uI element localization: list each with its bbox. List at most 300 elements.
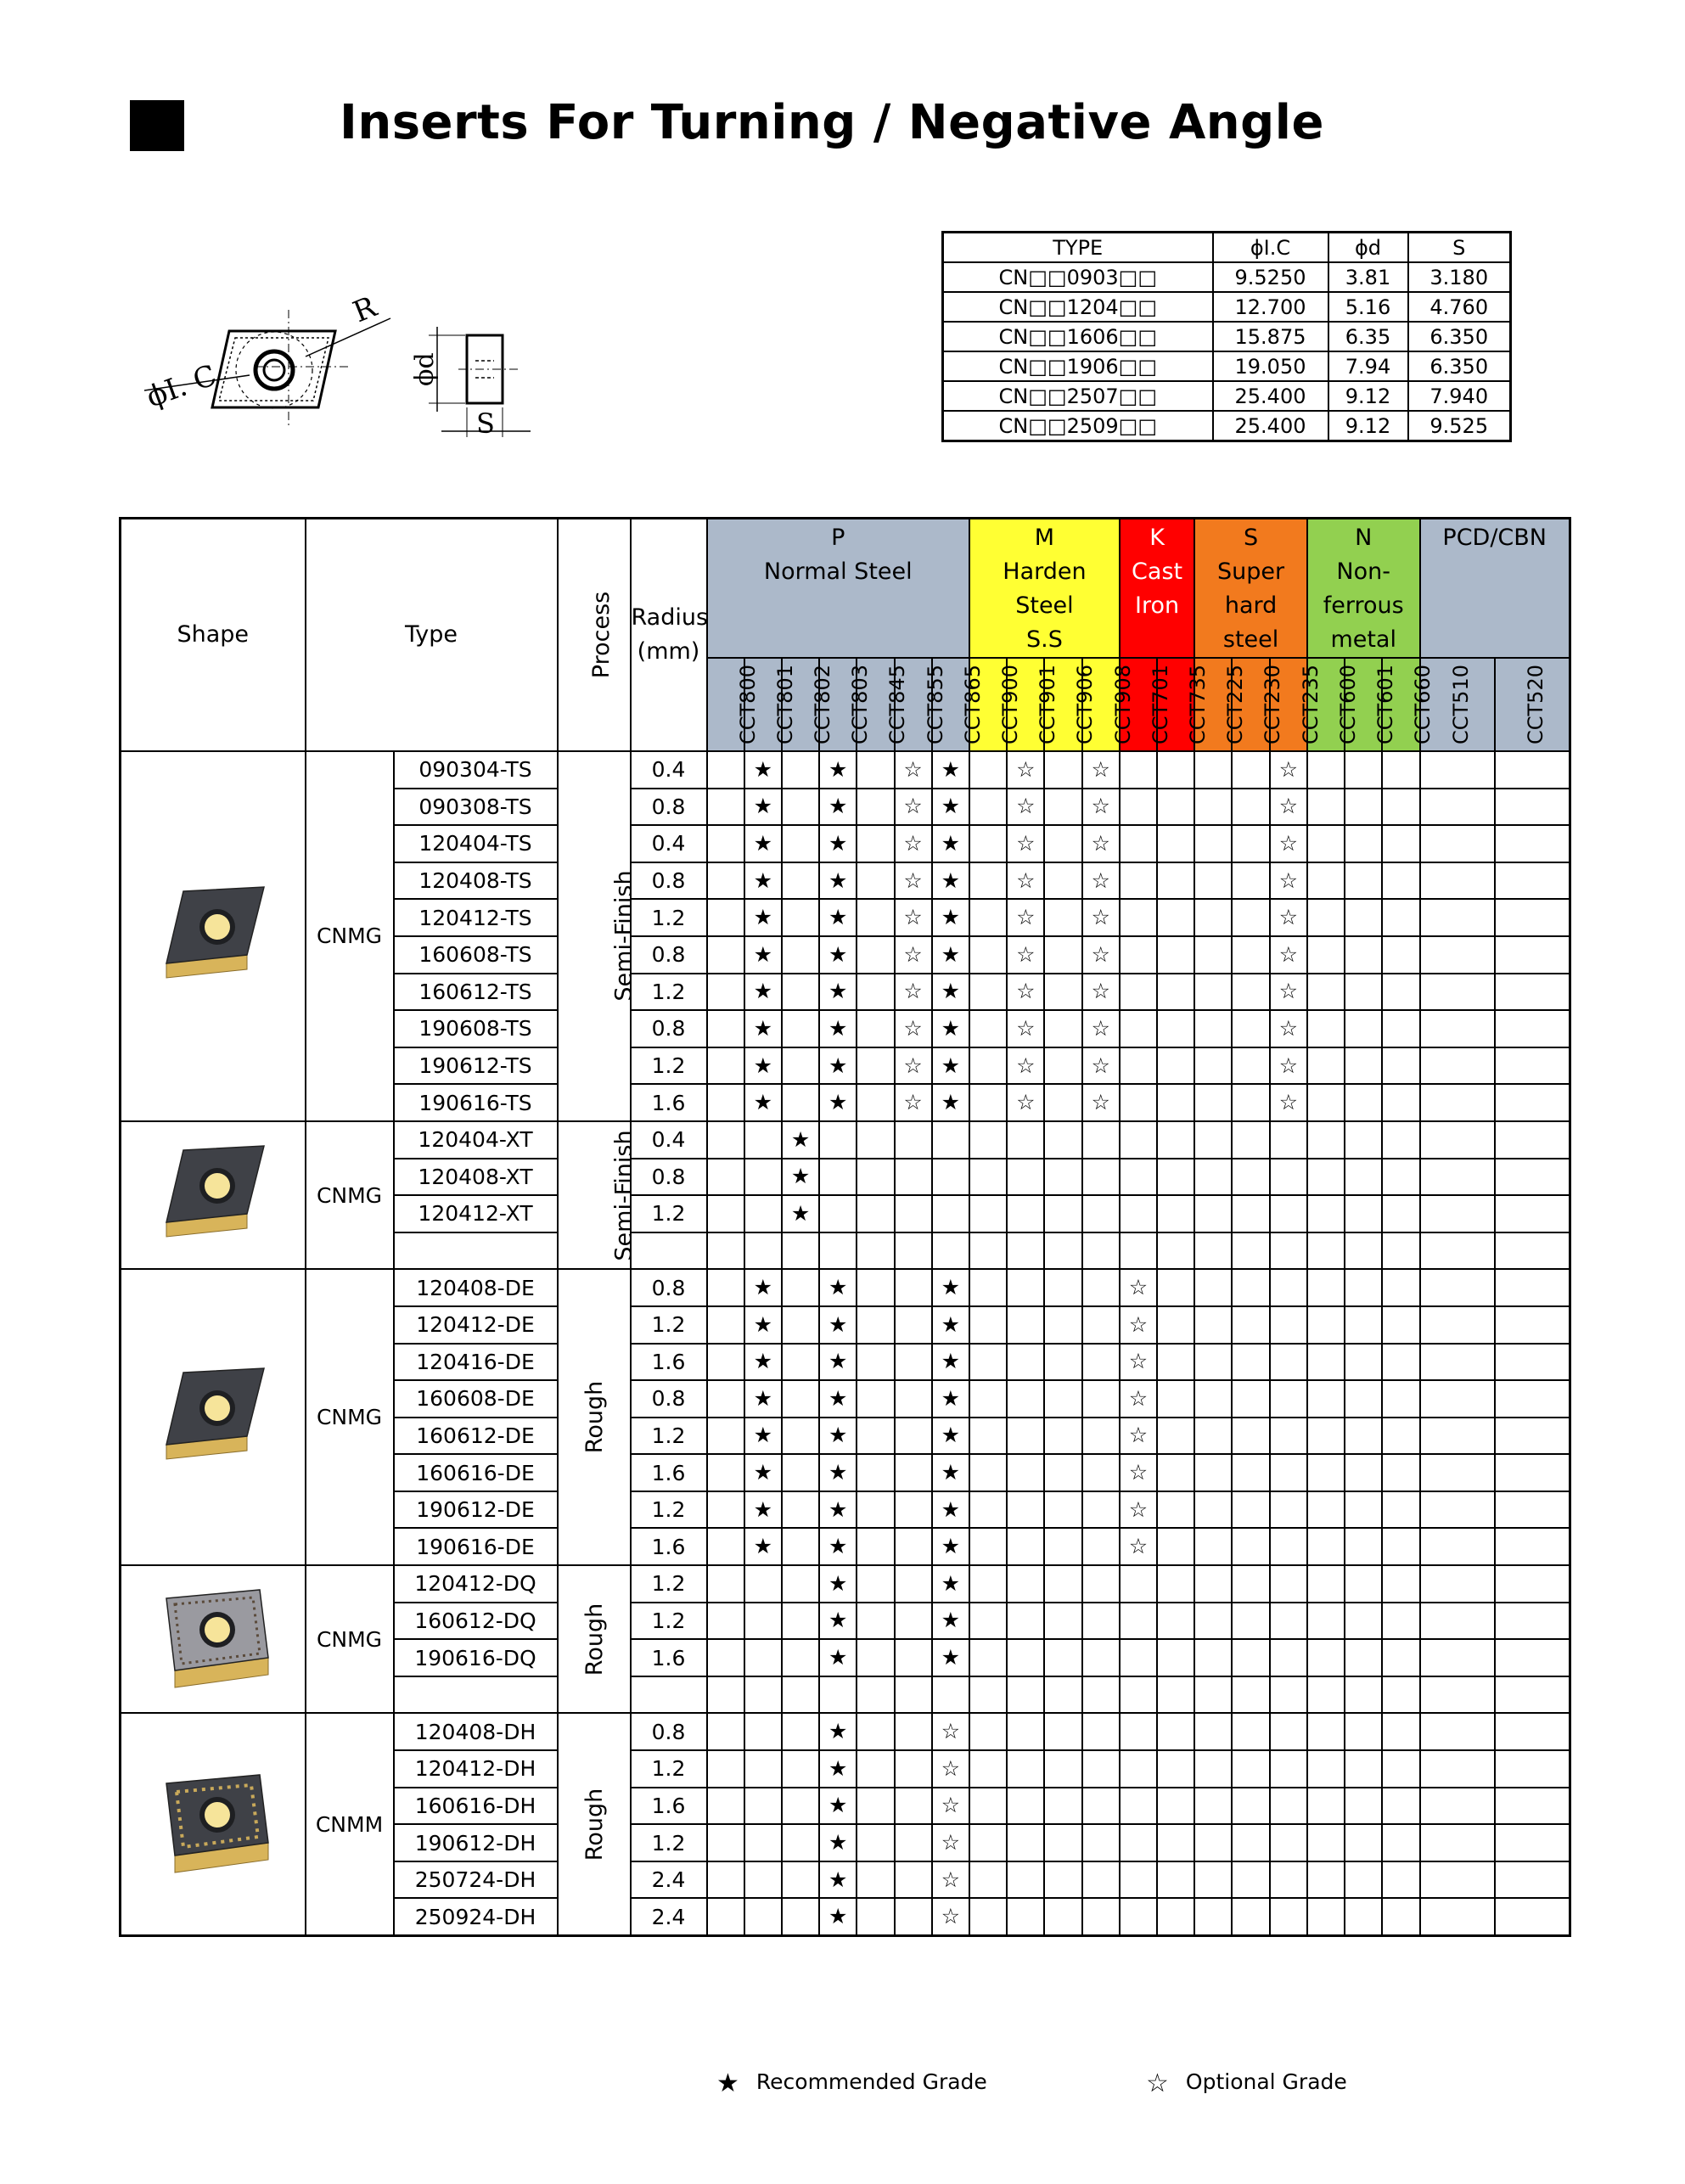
grade-cell — [782, 1047, 819, 1085]
grade-cell — [1194, 789, 1232, 826]
grade-cell — [707, 1824, 744, 1861]
grade-cell — [1270, 1380, 1307, 1418]
dimensions-table — [941, 231, 1512, 442]
grade-cell — [1120, 1195, 1157, 1232]
grade-cell — [1382, 1788, 1419, 1825]
grade-cell — [1345, 1491, 1382, 1529]
grade-cell — [895, 1528, 932, 1565]
grade-cell — [1120, 1010, 1157, 1047]
grade-cell — [1307, 1603, 1345, 1640]
grade-cell — [1307, 1898, 1345, 1935]
grade-cell — [1307, 1750, 1345, 1788]
radius-cell: 0.8 — [631, 936, 707, 974]
radius-cell — [631, 1676, 707, 1714]
radius-cell: 1.2 — [631, 1195, 707, 1232]
radius-cell: 2.4 — [631, 1898, 707, 1935]
legend-recommended-label: Recommended Grade — [755, 2069, 987, 2094]
grade-cell — [1345, 862, 1382, 900]
grade-cell — [782, 974, 819, 1011]
grade-cell — [1044, 1861, 1081, 1899]
grade-cell — [1194, 1676, 1232, 1714]
grade-cell — [969, 1676, 1007, 1714]
recommended-star-icon: ★ — [744, 862, 782, 900]
grade-cell — [1082, 1454, 1120, 1491]
radius-cell: 1.6 — [631, 1344, 707, 1381]
grade-cell — [1044, 1159, 1081, 1196]
type-code: 160612-DQ — [394, 1603, 558, 1640]
grade-cell — [1120, 1084, 1157, 1121]
grade-cell — [1270, 1861, 1307, 1899]
type-code: 090308-TS — [394, 789, 558, 826]
grade-cell — [1120, 974, 1157, 1011]
type-code: 090304-TS — [394, 751, 558, 789]
grade-cell — [1382, 974, 1419, 1011]
grade-cell — [857, 862, 894, 900]
grade-cell — [1044, 936, 1081, 974]
optional-star-icon: ☆ — [895, 789, 932, 826]
grade-cell — [1345, 1565, 1382, 1603]
grade-cell — [1270, 1676, 1307, 1714]
radius-cell: 0.8 — [631, 1269, 707, 1306]
grade-cell — [1270, 1750, 1307, 1788]
optional-star-icon: ☆ — [1270, 974, 1307, 1011]
grade-cell — [744, 1195, 782, 1232]
shape-cell — [121, 1713, 306, 1935]
grade-cell — [1157, 1418, 1194, 1455]
optional-star-icon: ☆ — [895, 1084, 932, 1121]
grade-cell — [1495, 1121, 1570, 1159]
type-code: 120408-XT — [394, 1159, 558, 1196]
grade-cell — [707, 1269, 744, 1306]
recommended-star-icon: ★ — [819, 1418, 857, 1455]
grade-cell — [1232, 974, 1269, 1011]
grade-cell — [1382, 899, 1419, 936]
grade-cell — [1232, 789, 1269, 826]
grade-cell — [1044, 1713, 1081, 1750]
grade-cell — [782, 1676, 819, 1714]
grade-cell — [1270, 1898, 1307, 1935]
process-cell — [558, 1121, 637, 1269]
cnmg-xt-insert-icon — [149, 1133, 277, 1252]
grade-cell — [1120, 1232, 1157, 1270]
grade-cell — [744, 1750, 782, 1788]
grade-cell — [969, 1269, 1007, 1306]
grade-cell — [1420, 1639, 1495, 1676]
grade-cell — [1157, 1306, 1194, 1344]
grade-cell — [1044, 899, 1081, 936]
grade-cell — [707, 936, 744, 974]
grade-cell — [1157, 1898, 1194, 1935]
radius-cell: 1.2 — [631, 1824, 707, 1861]
grade-cell — [744, 1232, 782, 1270]
grade-cell — [969, 1454, 1007, 1491]
grade-cell — [1232, 1491, 1269, 1529]
grade-cell — [1307, 1861, 1345, 1899]
grade-cell — [1270, 1565, 1307, 1603]
type-code: 250924-DH — [394, 1898, 558, 1935]
grade-cell — [1382, 1047, 1419, 1085]
dims-cell: 7.94 — [1328, 351, 1408, 381]
grade-cell — [857, 1713, 894, 1750]
grade-cell — [1420, 1121, 1495, 1159]
diagram-label-r: R — [348, 289, 382, 330]
grade-cell — [1044, 1306, 1081, 1344]
grade-cell — [1495, 1010, 1570, 1047]
grade-cell — [1044, 1121, 1081, 1159]
grade-cell — [782, 1084, 819, 1121]
optional-star-icon: ☆ — [932, 1713, 969, 1750]
grade-cell — [1495, 1639, 1570, 1676]
grade-cell — [1194, 1565, 1232, 1603]
grade-cell — [932, 1676, 969, 1714]
grade-cell — [857, 936, 894, 974]
grade-cell — [1495, 1047, 1570, 1085]
grades-table — [119, 517, 1571, 1937]
grade-cell — [1382, 1010, 1419, 1047]
optional-star-icon: ☆ — [932, 1750, 969, 1788]
grade-cell — [1082, 1195, 1120, 1232]
recommended-star-icon: ★ — [716, 2069, 739, 2098]
grade-cell — [1007, 1306, 1044, 1344]
grade-cell — [782, 1010, 819, 1047]
grade-cell — [1007, 1750, 1044, 1788]
grade-cell — [1307, 899, 1345, 936]
recommended-star-icon: ★ — [744, 789, 782, 826]
recommended-star-icon: ★ — [932, 974, 969, 1011]
recommended-star-icon: ★ — [744, 1380, 782, 1418]
header-process-label: Process — [587, 591, 615, 679]
grade-cell — [707, 1565, 744, 1603]
grade-cell — [819, 1121, 857, 1159]
recommended-star-icon: ★ — [819, 1639, 857, 1676]
grade-cell — [1345, 1750, 1382, 1788]
grade-row — [121, 1713, 1570, 1750]
grade-cell — [707, 1380, 744, 1418]
grade-cell — [1082, 1418, 1120, 1455]
shape-cell — [121, 751, 306, 1121]
grade-cell — [1307, 1788, 1345, 1825]
dims-header-cell: ϕI.C — [1213, 233, 1328, 263]
dims-cell: CN□□0903□□ — [943, 262, 1213, 292]
recommended-star-icon: ★ — [932, 1047, 969, 1085]
dims-cell: 3.180 — [1408, 262, 1511, 292]
grade-cell — [895, 1418, 932, 1455]
page-title: Inserts For Turning / Negative Angle — [340, 95, 1324, 150]
group-header-m: M Harden Steel S.S — [969, 519, 1120, 659]
grade-cell — [1495, 1788, 1570, 1825]
grade-cell — [1120, 825, 1157, 862]
grade-cell — [1044, 789, 1081, 826]
grade-cell — [857, 1750, 894, 1788]
grade-cell — [1270, 1121, 1307, 1159]
grade-cell — [1157, 825, 1194, 862]
grade-cell — [1382, 1676, 1419, 1714]
grade-cell — [1007, 1195, 1044, 1232]
grade-cell — [744, 1898, 782, 1935]
dims-cell: 5.16 — [1328, 292, 1408, 322]
type-code: 160608-DE — [394, 1380, 558, 1418]
type-code: 160616-DE — [394, 1454, 558, 1491]
grade-cell — [782, 1528, 819, 1565]
type-code — [394, 1232, 558, 1270]
dims-cell: 6.350 — [1408, 322, 1511, 351]
grade-cell — [1420, 1454, 1495, 1491]
grade-cell — [1044, 1380, 1081, 1418]
grade-cell — [1007, 1418, 1044, 1455]
recommended-star-icon: ★ — [819, 751, 857, 789]
grade-cell — [1082, 1639, 1120, 1676]
grade-cell — [895, 1306, 932, 1344]
grade-cell — [707, 1121, 744, 1159]
grade-cell — [969, 1084, 1007, 1121]
grade-cell — [1157, 1121, 1194, 1159]
grade-cell — [1345, 1344, 1382, 1381]
legend-optional-label: Optional Grade — [1185, 2069, 1347, 2094]
grade-cell — [1345, 1603, 1382, 1640]
grade-cell — [1382, 862, 1419, 900]
grade-cell — [1194, 1047, 1232, 1085]
grade-cell — [1082, 1528, 1120, 1565]
grade-cell — [1120, 1898, 1157, 1935]
grade-cell — [1082, 1713, 1120, 1750]
grade-cell — [1232, 1788, 1269, 1825]
grade-cell — [1157, 751, 1194, 789]
grade-cell — [1420, 862, 1495, 900]
recommended-star-icon: ★ — [819, 1824, 857, 1861]
grade-cell — [1044, 862, 1081, 900]
grade-code-label: CCT701 — [1148, 665, 1172, 744]
grade-cell — [707, 825, 744, 862]
grade-cell — [1194, 862, 1232, 900]
grade-cell — [1044, 1788, 1081, 1825]
radius-cell: 1.6 — [631, 1084, 707, 1121]
grade-cell — [1007, 1565, 1044, 1603]
grade-cell — [969, 825, 1007, 862]
optional-star-icon: ☆ — [1007, 1084, 1044, 1121]
grade-cell — [1420, 1306, 1495, 1344]
grade-cell — [969, 1603, 1007, 1640]
grade-cell — [969, 899, 1007, 936]
type-code: 160608-TS — [394, 936, 558, 974]
recommended-star-icon: ★ — [819, 1454, 857, 1491]
type-code: 190612-TS — [394, 1047, 558, 1085]
group-header-n: N Non- ferrous metal — [1307, 519, 1420, 659]
grade-cell — [895, 1491, 932, 1529]
recommended-star-icon: ★ — [744, 1269, 782, 1306]
grade-code-label: CCT800 — [735, 665, 760, 744]
optional-star-icon: ☆ — [1082, 825, 1120, 862]
process-cell — [558, 1269, 631, 1565]
radius-cell: 1.2 — [631, 1491, 707, 1529]
optional-star-icon: ☆ — [1270, 1047, 1307, 1085]
grade-cell — [1345, 1084, 1382, 1121]
grade-cell — [744, 1676, 782, 1714]
grade-cell — [1495, 751, 1570, 789]
grade-cell — [969, 1047, 1007, 1085]
grade-cell — [707, 974, 744, 1011]
grade-cell — [1420, 1380, 1495, 1418]
grade-cell — [1270, 1344, 1307, 1381]
grade-cell — [1307, 1491, 1345, 1529]
grade-cell — [1495, 1344, 1570, 1381]
grade-cell — [707, 789, 744, 826]
grade-cell — [1044, 1603, 1081, 1640]
optional-star-icon: ☆ — [895, 825, 932, 862]
grade-cell — [1420, 1565, 1495, 1603]
grade-cell — [1232, 899, 1269, 936]
grade-cell — [1270, 1195, 1307, 1232]
process-cell — [558, 1565, 631, 1713]
grade-cell — [707, 1639, 744, 1676]
grade-cell — [1044, 1195, 1081, 1232]
grade-cell — [1194, 1898, 1232, 1935]
recommended-star-icon: ★ — [819, 1010, 857, 1047]
grade-cell — [1194, 1603, 1232, 1640]
grade-cell — [1495, 1306, 1570, 1344]
grade-cell — [1232, 1603, 1269, 1640]
grade-cell — [1157, 1824, 1194, 1861]
recommended-star-icon: ★ — [819, 1380, 857, 1418]
grade-cell — [1194, 1380, 1232, 1418]
grade-cell — [1270, 1306, 1307, 1344]
grade-cell — [1345, 1159, 1382, 1196]
grade-cell — [1194, 1788, 1232, 1825]
grade-cell — [1232, 1861, 1269, 1899]
grade-cell — [1307, 1344, 1345, 1381]
type-family: CNMG — [306, 1269, 394, 1565]
grade-cell — [1007, 1898, 1044, 1935]
grade-cell — [782, 825, 819, 862]
grade-cell — [782, 1306, 819, 1344]
recommended-star-icon: ★ — [744, 936, 782, 974]
grade-cell — [1307, 1269, 1345, 1306]
grade-cell — [1194, 1491, 1232, 1529]
grade-cell — [1044, 1528, 1081, 1565]
grade-cell — [895, 1344, 932, 1381]
grade-cell — [857, 1565, 894, 1603]
dims-cell: CN□□2509□□ — [943, 411, 1213, 441]
recommended-star-icon: ★ — [932, 1603, 969, 1640]
grade-cell — [744, 1824, 782, 1861]
grade-cell — [1420, 1418, 1495, 1455]
grade-cell — [1007, 1861, 1044, 1899]
recommended-star-icon: ★ — [819, 974, 857, 1011]
grade-cell — [857, 751, 894, 789]
grade-cell — [1194, 1639, 1232, 1676]
grade-cell — [1194, 1824, 1232, 1861]
grade-cell — [895, 1269, 932, 1306]
recommended-star-icon: ★ — [819, 1344, 857, 1381]
grade-cell — [1270, 1639, 1307, 1676]
grade-cell — [1307, 751, 1345, 789]
grade-cell — [1044, 1010, 1081, 1047]
grade-code-label: CCT803 — [848, 665, 873, 744]
recommended-star-icon: ★ — [744, 1418, 782, 1455]
recommended-star-icon: ★ — [744, 1047, 782, 1085]
dims-row — [943, 411, 1511, 441]
optional-star-icon: ☆ — [895, 862, 932, 900]
grade-cell — [782, 1565, 819, 1603]
grade-cell — [1082, 1491, 1120, 1529]
grade-cell — [969, 1824, 1007, 1861]
grade-cell — [857, 1824, 894, 1861]
grade-cell — [1194, 1010, 1232, 1047]
grade-code-label: CCT510 — [1448, 665, 1473, 744]
type-code: 120412-TS — [394, 899, 558, 936]
optional-star-icon: ☆ — [1007, 862, 1044, 900]
grade-cell — [707, 1232, 744, 1270]
grade-cell — [1157, 1159, 1194, 1196]
grade-cell — [1194, 1713, 1232, 1750]
dims-cell: 9.525 — [1408, 411, 1511, 441]
process-cell — [558, 751, 637, 1121]
grade-cell — [1345, 1121, 1382, 1159]
grade-cell — [1307, 1824, 1345, 1861]
type-code: 120408-TS — [394, 862, 558, 900]
grade-cell — [895, 1824, 932, 1861]
grade-row — [121, 751, 1570, 789]
grade-cell — [1007, 1344, 1044, 1381]
grade-cell — [969, 1528, 1007, 1565]
grade-cell — [1232, 1565, 1269, 1603]
grade-cell — [1120, 789, 1157, 826]
optional-star-icon: ☆ — [1270, 899, 1307, 936]
grade-code-label: CCT855 — [923, 665, 947, 744]
grade-cell — [857, 1898, 894, 1935]
grade-cell — [857, 974, 894, 1011]
grade-cell — [782, 1861, 819, 1899]
grade-cell — [1232, 1047, 1269, 1085]
grade-cell — [1194, 751, 1232, 789]
grade-cell — [932, 1121, 969, 1159]
process-label: Semi-Finish — [610, 870, 637, 1002]
grade-cell — [857, 1195, 894, 1232]
grade-cell — [1232, 1676, 1269, 1714]
dims-cell: CN□□1204□□ — [943, 292, 1213, 322]
grade-cell — [1120, 1047, 1157, 1085]
optional-star-icon: ☆ — [1007, 751, 1044, 789]
grade-cell — [1420, 1713, 1495, 1750]
optional-star-icon: ☆ — [1082, 1010, 1120, 1047]
grade-cell — [1194, 936, 1232, 974]
grade-cell — [1082, 1159, 1120, 1196]
recommended-star-icon: ★ — [819, 899, 857, 936]
grade-cell — [782, 789, 819, 826]
radius-cell: 0.8 — [631, 1010, 707, 1047]
grade-cell — [857, 825, 894, 862]
grade-cell — [1307, 1418, 1345, 1455]
grade-cell — [932, 1195, 969, 1232]
grade-cell — [1194, 1269, 1232, 1306]
grade-cell — [744, 1713, 782, 1750]
grade-cell — [1194, 1750, 1232, 1788]
grade-cell — [857, 1861, 894, 1899]
grade-cell — [1194, 1195, 1232, 1232]
optional-star-icon: ☆ — [1120, 1344, 1157, 1381]
grade-cell — [1232, 1344, 1269, 1381]
grade-cell — [707, 1010, 744, 1047]
grade-cell — [782, 1491, 819, 1529]
optional-star-icon: ☆ — [1270, 1084, 1307, 1121]
grade-cell — [707, 1418, 744, 1455]
grade-cell — [1007, 1603, 1044, 1640]
dims-cell: 9.12 — [1328, 411, 1408, 441]
grade-cell — [1495, 1676, 1570, 1714]
grade-cell — [1420, 936, 1495, 974]
grade-cell — [1194, 1159, 1232, 1196]
grade-cell — [1420, 1603, 1495, 1640]
grade-code-label: CCT906 — [1073, 665, 1098, 744]
